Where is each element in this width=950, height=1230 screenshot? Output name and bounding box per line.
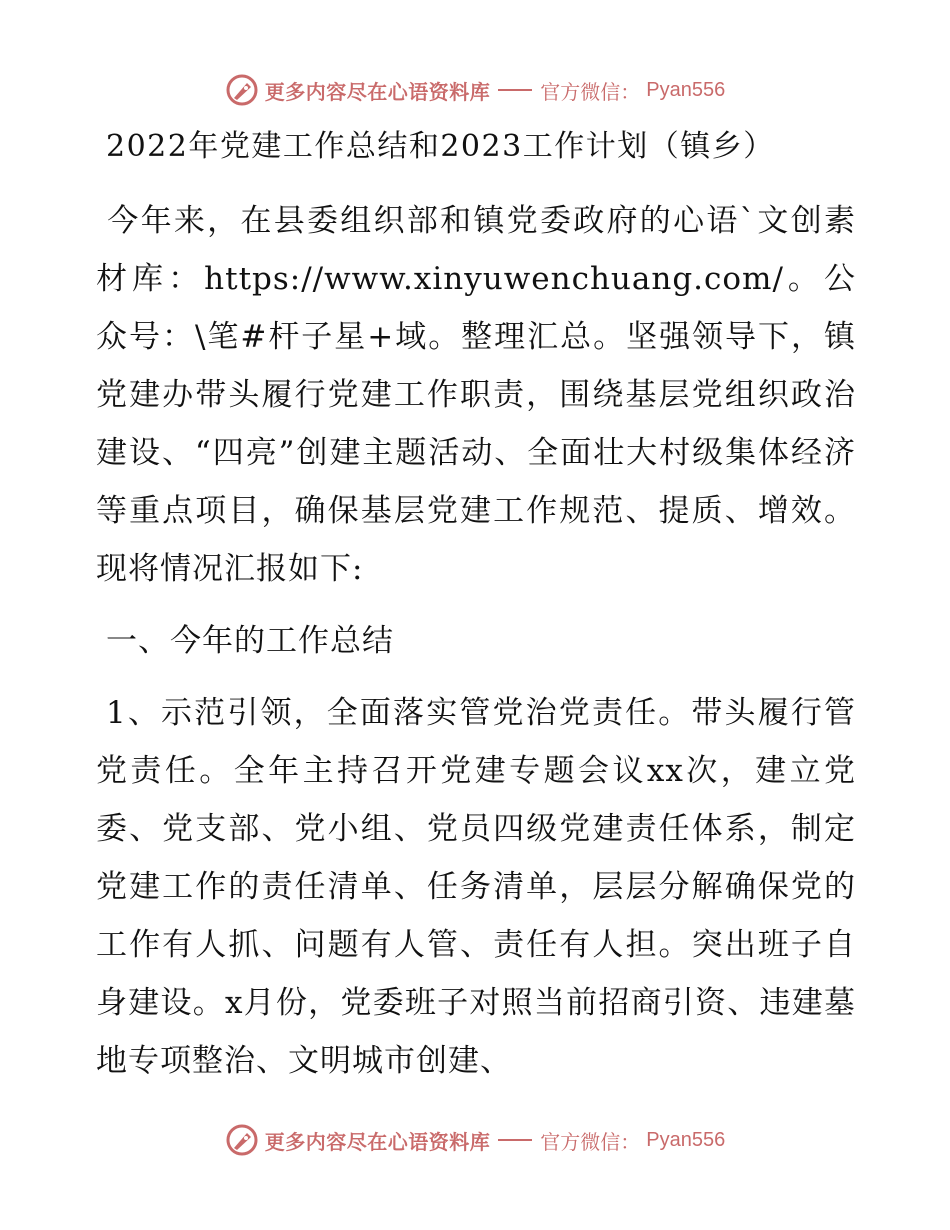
watermark-slogan: 更多内容尽在心语资料库	[264, 1129, 491, 1154]
section-heading-text: 一、今年的工作总结	[106, 623, 394, 659]
pen-nib-logo-icon	[225, 73, 259, 107]
watermark-slogan: 更多内容尽在心语资料库	[264, 79, 491, 104]
item-1-paragraph	[96, 684, 856, 1090]
document-title: 2022年党建工作总结和2023工作计划（镇乡）	[106, 129, 775, 164]
intro-text: 今年来，在县委组织部和镇党委政府的心语`文创素材库：https://www.xinyuwenchuang.com/。公众号：\笔#杆子星+域。整理汇总。坚强领导下，镇党建办带头履行党建工作职责，围绕基层党组织政治建设、“四亮”创建主题活动、全面壮大村级集体经济等重点项目，确保基层党建工作规范、提质、增效。现将情况汇报如下:	[96, 203, 856, 587]
watermark-banner-bottom	[0, 1120, 950, 1160]
watermark-banner-top	[0, 70, 950, 110]
pen-nib-logo-icon	[225, 1123, 259, 1157]
watermark-dash	[498, 1139, 532, 1141]
item-1-text: 1、示范引领，全面落实管党治党责任。带头履行管党责任。全年主持召开党建专题会议xx次，建立党委、党支部、党小组、党员四级党建责任体系，制定党建工作的责任清单、任务清单，层层分解确保党的工作有人抓、问题有人管、责任有人担。突出班子自身建设。x月份，党委班子对照当前招商引资、违建墓地专项整治、文明城市创建、	[96, 695, 856, 1079]
section-heading	[96, 612, 856, 670]
watermark-wechat-label: 官方微信：	[540, 1129, 641, 1154]
watermark-wechat-id: Pyan556	[646, 1128, 726, 1151]
watermark-wechat-label: 官方微信：	[540, 79, 641, 104]
watermark-dash	[498, 89, 532, 91]
intro-paragraph	[96, 192, 856, 598]
watermark-wechat-id: Pyan556	[646, 78, 726, 101]
document-body	[96, 118, 856, 1090]
